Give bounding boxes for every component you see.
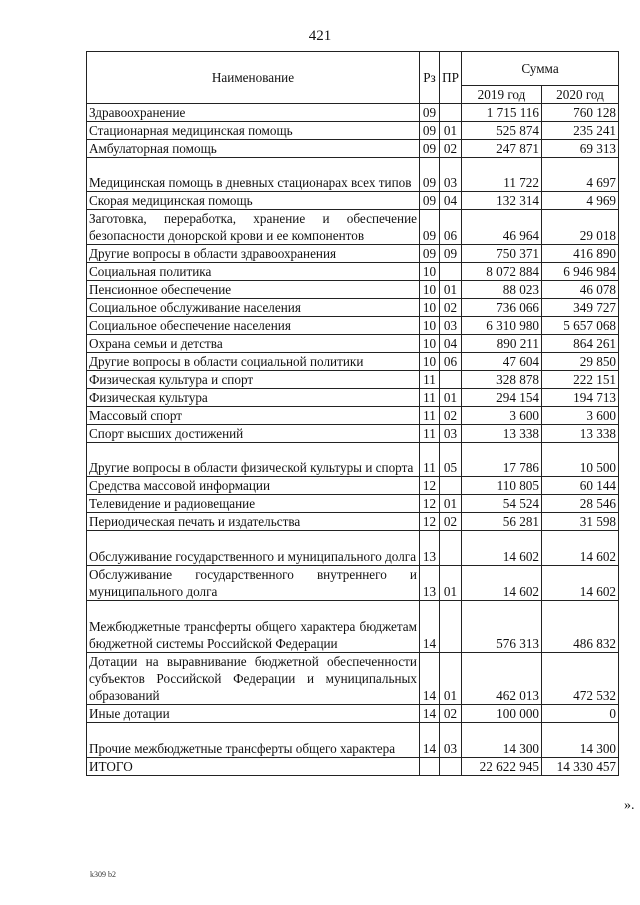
row-value-2020: 760 128 [542, 104, 619, 122]
row-value-2019: 11 722 [462, 158, 542, 192]
table-row [87, 299, 619, 317]
row-pr: 01 [440, 281, 462, 299]
row-value-2019: 54 524 [462, 495, 542, 513]
row-value-2019: 247 871 [462, 140, 542, 158]
table-row [87, 477, 619, 495]
header-rz: Рз [420, 52, 440, 104]
row-value-2020: 194 713 [542, 389, 619, 407]
row-pr: 03 [440, 723, 462, 758]
row-rz: 14 [420, 705, 440, 723]
row-pr: 06 [440, 210, 462, 245]
row-pr: 02 [440, 140, 462, 158]
row-rz: 11 [420, 371, 440, 389]
row-name: Пенсионное обеспечение [87, 281, 420, 299]
table-row [87, 513, 619, 531]
row-name: Физическая культура и спорт [87, 371, 420, 389]
row-name: Массовый спорт [87, 407, 420, 425]
row-name: Стационарная медицинская помощь [87, 122, 420, 140]
table-row [87, 601, 619, 653]
row-value-2019: 576 313 [462, 601, 542, 653]
row-value-2019: 890 211 [462, 335, 542, 353]
row-value-2019: 47 604 [462, 353, 542, 371]
row-value-2020: 60 144 [542, 477, 619, 495]
row-value-2020: 69 313 [542, 140, 619, 158]
row-value-2019: 46 964 [462, 210, 542, 245]
row-value-2019: 17 786 [462, 443, 542, 477]
row-rz: 14 [420, 601, 440, 653]
row-value-2019: 1 715 116 [462, 104, 542, 122]
row-rz: 09 [420, 192, 440, 210]
row-name: Обслуживание государственного внутреннего и муниципального долга [87, 566, 420, 601]
table-row [87, 425, 619, 443]
table-row [87, 653, 619, 705]
row-name: Социальная политика [87, 263, 420, 281]
row-pr [440, 371, 462, 389]
row-value-2019: 3 600 [462, 407, 542, 425]
row-rz: 14 [420, 723, 440, 758]
row-pr: 03 [440, 317, 462, 335]
row-pr: 03 [440, 158, 462, 192]
row-name: Физическая культура [87, 389, 420, 407]
row-value-2019: 14 602 [462, 531, 542, 566]
table-header [87, 52, 619, 104]
table-row [87, 192, 619, 210]
table-row [87, 495, 619, 513]
row-value-2020: 14 300 [542, 723, 619, 758]
header-2019: 2019 год [462, 86, 542, 104]
row-pr: 01 [440, 495, 462, 513]
row-rz: 10 [420, 317, 440, 335]
row-rz: 12 [420, 477, 440, 495]
table-row [87, 353, 619, 371]
table-row [87, 371, 619, 389]
row-name: Другие вопросы в области физической культуры и спорта [87, 443, 420, 477]
row-value-2019: 462 013 [462, 653, 542, 705]
table-row [87, 723, 619, 758]
row-rz: 10 [420, 299, 440, 317]
row-value-2019: 294 154 [462, 389, 542, 407]
row-value-2020: 222 151 [542, 371, 619, 389]
table-row [87, 140, 619, 158]
row-value-2019: 14 300 [462, 723, 542, 758]
row-rz: 11 [420, 443, 440, 477]
row-value-2020: 4 697 [542, 158, 619, 192]
row-value-2019: 6 310 980 [462, 317, 542, 335]
row-rz: 10 [420, 353, 440, 371]
row-pr: 02 [440, 513, 462, 531]
row-rz [420, 758, 440, 776]
row-name: Заготовка, переработка, хранение и обеспечение безопасности донорской крови и ее компонентов [87, 210, 420, 245]
row-value-2019: 14 602 [462, 566, 542, 601]
row-value-2019: 56 281 [462, 513, 542, 531]
row-value-2019: 22 622 945 [462, 758, 542, 776]
row-name: Средства массовой информации [87, 477, 420, 495]
row-pr: 01 [440, 122, 462, 140]
row-pr: 02 [440, 705, 462, 723]
row-pr: 01 [440, 389, 462, 407]
row-value-2020: 416 890 [542, 245, 619, 263]
row-name: Медицинская помощь в дневных стационарах всех типов [87, 158, 420, 192]
row-value-2020: 46 078 [542, 281, 619, 299]
row-rz: 12 [420, 495, 440, 513]
row-rz: 14 [420, 653, 440, 705]
row-pr: 02 [440, 407, 462, 425]
row-pr [440, 531, 462, 566]
row-rz: 11 [420, 425, 440, 443]
row-value-2019: 750 371 [462, 245, 542, 263]
table-body [87, 104, 619, 776]
row-pr: 01 [440, 653, 462, 705]
closing-quote: ». [624, 798, 635, 813]
row-name: Амбулаторная помощь [87, 140, 420, 158]
row-name: Иные дотации [87, 705, 420, 723]
row-pr: 01 [440, 566, 462, 601]
row-pr: 09 [440, 245, 462, 263]
row-rz: 10 [420, 281, 440, 299]
row-pr: 04 [440, 335, 462, 353]
row-value-2020: 29 850 [542, 353, 619, 371]
row-name: Здравоохранение [87, 104, 420, 122]
table-row [87, 566, 619, 601]
row-pr: 04 [440, 192, 462, 210]
row-pr [440, 104, 462, 122]
row-value-2019: 13 338 [462, 425, 542, 443]
table-row [87, 104, 619, 122]
row-rz: 13 [420, 531, 440, 566]
table-row [87, 317, 619, 335]
row-value-2020: 13 338 [542, 425, 619, 443]
row-pr: 06 [440, 353, 462, 371]
row-value-2020: 29 018 [542, 210, 619, 245]
row-name: Охрана семьи и детства [87, 335, 420, 353]
row-value-2020: 14 330 457 [542, 758, 619, 776]
row-pr [440, 263, 462, 281]
row-name: Спорт высших достижений [87, 425, 420, 443]
row-value-2019: 328 878 [462, 371, 542, 389]
row-name: Другие вопросы в области здравоохранения [87, 245, 420, 263]
row-pr [440, 758, 462, 776]
header-pr: ПР [440, 52, 462, 104]
row-pr [440, 601, 462, 653]
header-sum: Сумма [462, 52, 619, 86]
row-value-2019: 525 874 [462, 122, 542, 140]
row-value-2020: 14 602 [542, 531, 619, 566]
table-row [87, 407, 619, 425]
row-rz: 13 [420, 566, 440, 601]
row-name: Другие вопросы в области социальной политики [87, 353, 420, 371]
row-value-2019: 110 805 [462, 477, 542, 495]
row-name: Социальное обслуживание населения [87, 299, 420, 317]
row-value-2020: 472 532 [542, 653, 619, 705]
row-rz: 10 [420, 335, 440, 353]
row-value-2020: 0 [542, 705, 619, 723]
row-name: Обслуживание государственного и муниципального долга [87, 531, 420, 566]
row-rz: 09 [420, 122, 440, 140]
table-row [87, 263, 619, 281]
row-pr: 05 [440, 443, 462, 477]
footer-code: k309 b2 [90, 870, 116, 879]
table-row [87, 531, 619, 566]
header-name: Наименование [87, 52, 420, 104]
row-rz: 09 [420, 104, 440, 122]
row-name: Дотации на выравнивание бюджетной обеспеченности субъектов Российской Федерации и муниципальных образований [87, 653, 420, 705]
row-rz: 09 [420, 210, 440, 245]
row-value-2019: 100 000 [462, 705, 542, 723]
row-value-2020: 864 261 [542, 335, 619, 353]
row-value-2020: 3 600 [542, 407, 619, 425]
row-name: Телевидение и радиовещание [87, 495, 420, 513]
table-row [87, 245, 619, 263]
row-value-2020: 4 969 [542, 192, 619, 210]
table-row [87, 122, 619, 140]
row-rz: 11 [420, 407, 440, 425]
row-rz: 09 [420, 158, 440, 192]
header-2020: 2020 год [542, 86, 619, 104]
row-rz: 11 [420, 389, 440, 407]
table-row [87, 281, 619, 299]
table-row [87, 210, 619, 245]
row-pr: 02 [440, 299, 462, 317]
table-row [87, 158, 619, 192]
row-name: Скорая медицинская помощь [87, 192, 420, 210]
row-value-2019: 736 066 [462, 299, 542, 317]
row-name: Социальное обеспечение населения [87, 317, 420, 335]
row-value-2020: 14 602 [542, 566, 619, 601]
row-rz: 09 [420, 140, 440, 158]
row-value-2020: 10 500 [542, 443, 619, 477]
table-row [87, 389, 619, 407]
row-value-2019: 132 314 [462, 192, 542, 210]
row-value-2019: 88 023 [462, 281, 542, 299]
row-value-2020: 235 241 [542, 122, 619, 140]
row-pr: 03 [440, 425, 462, 443]
row-name: Прочие межбюджетные трансферты общего характера [87, 723, 420, 758]
row-value-2020: 28 546 [542, 495, 619, 513]
table-row [87, 758, 619, 776]
row-value-2020: 486 832 [542, 601, 619, 653]
table-row [87, 335, 619, 353]
row-name: ИТОГО [87, 758, 420, 776]
row-value-2020: 349 727 [542, 299, 619, 317]
row-rz: 12 [420, 513, 440, 531]
row-value-2019: 8 072 884 [462, 263, 542, 281]
row-value-2020: 5 657 068 [542, 317, 619, 335]
row-rz: 10 [420, 263, 440, 281]
page-number: 421 [308, 28, 332, 44]
row-value-2020: 6 946 984 [542, 263, 619, 281]
table-row [87, 705, 619, 723]
table-row [87, 443, 619, 477]
row-pr [440, 477, 462, 495]
row-rz: 09 [420, 245, 440, 263]
row-value-2020: 31 598 [542, 513, 619, 531]
row-name: Периодическая печать и издательства [87, 513, 420, 531]
budget-table [86, 51, 619, 776]
row-name: Межбюджетные трансферты общего характера бюджетам бюджетной системы Российской Федерации [87, 601, 420, 653]
